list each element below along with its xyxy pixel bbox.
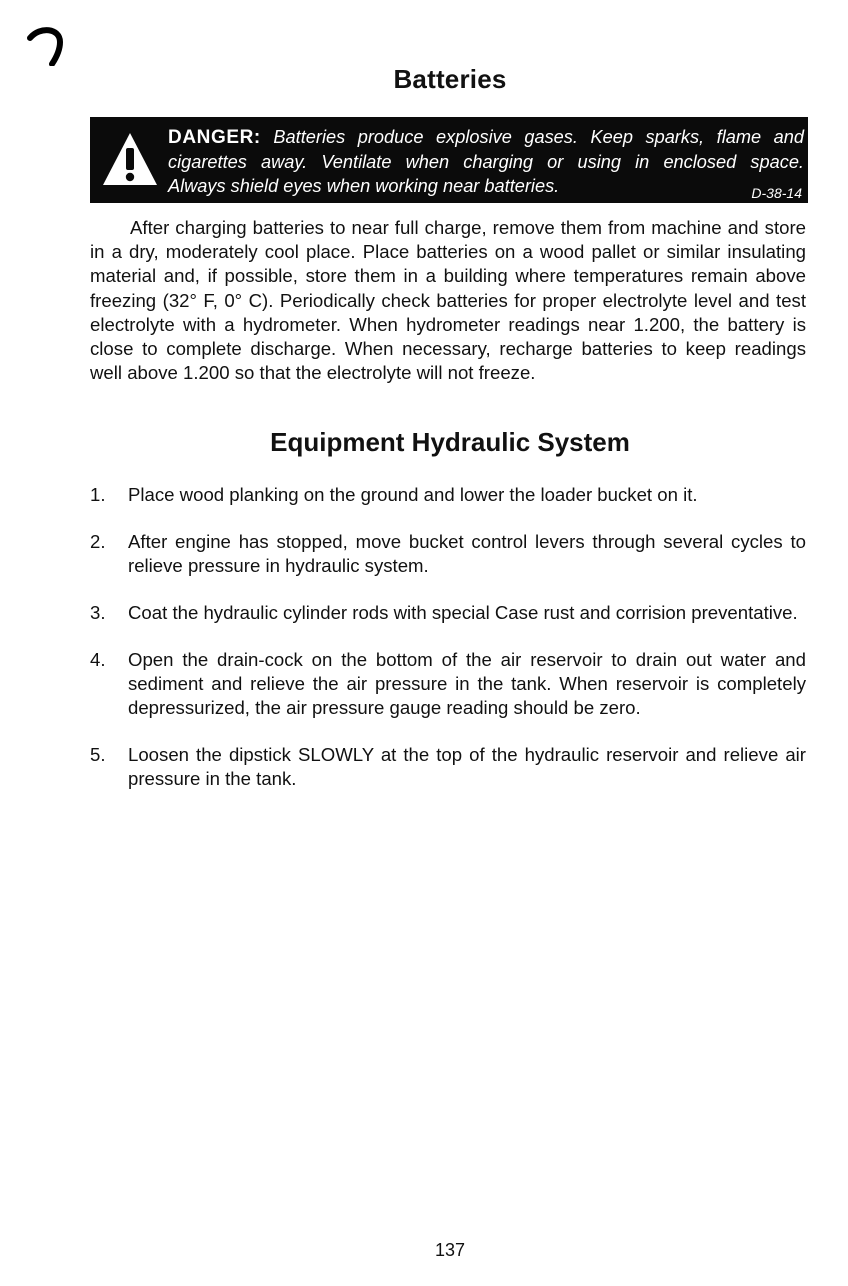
step-text: After engine has stopped, move bucket control levers through several cycles to relieve pressure in hydraulic system.: [128, 531, 806, 576]
danger-label: DANGER:: [168, 127, 261, 148]
hydraulic-steps-list: [90, 483, 806, 814]
corner-hook-mark: [26, 24, 70, 66]
step-text: Coat the hydraulic cylinder rods with special Case rust and corrision preventative.: [128, 602, 798, 623]
step-text: Place wood planking on the ground and lower the loader bucket on it.: [128, 484, 698, 505]
step-number: 2.: [90, 531, 106, 552]
danger-message: [168, 125, 804, 198]
section-title-hydraulic: Equipment Hydraulic System: [270, 427, 630, 457]
battery-storage-paragraph: After charging batteries to near full charge, remove them from machine and store in a dry, moderately cool place. Place batteries on a wood pallet or similar insulating material and, if possible, store them in a building where temperatures remain above freezing (32° F, 0° C). Periodically check batteries for proper electrolyte level and test electrolyte with a hydrometer. When hydrometer readings near 1.200, the battery is close to complete discharge. When necessary, recharge batteries to keep readings well above 1.200 so that the electrolyte will not freeze.: [90, 217, 806, 384]
step-text: Open the drain-cock on the bottom of the air reservoir to drain out water and sediment and relieve the air pressure in the tank. When reservoir is completely depressurized, the air pressure gauge reading should be zero.: [128, 649, 806, 718]
danger-line-2: cigarettes away. Ventilate when charging or using in enclosed space.: [168, 152, 804, 172]
section-title-batteries: Batteries: [393, 64, 507, 94]
page-number: 137: [434, 1240, 466, 1260]
danger-code: D-38-14: [751, 185, 802, 201]
step-number: 3.: [90, 602, 106, 623]
step-number: 1.: [90, 484, 106, 505]
danger-line-3: Always shield eyes when working near batteries.: [168, 176, 560, 196]
danger-line-1: [168, 125, 804, 150]
list-item: [90, 743, 806, 791]
list-item: [90, 483, 806, 507]
step-text: Loosen the dipstick SLOWLY at the top of the hydraulic reservoir and relieve air pressure in the tank.: [128, 744, 806, 789]
step-number: 4.: [90, 649, 106, 670]
list-item: [90, 530, 806, 578]
list-item: [90, 601, 806, 625]
list-item: [90, 648, 806, 720]
danger-warning-box: [90, 117, 808, 203]
step-number: 5.: [90, 744, 106, 765]
danger-line-1-text: Batteries produce explosive gases. Keep sparks, flame and: [273, 127, 804, 147]
warning-triangle-icon: [100, 130, 160, 188]
